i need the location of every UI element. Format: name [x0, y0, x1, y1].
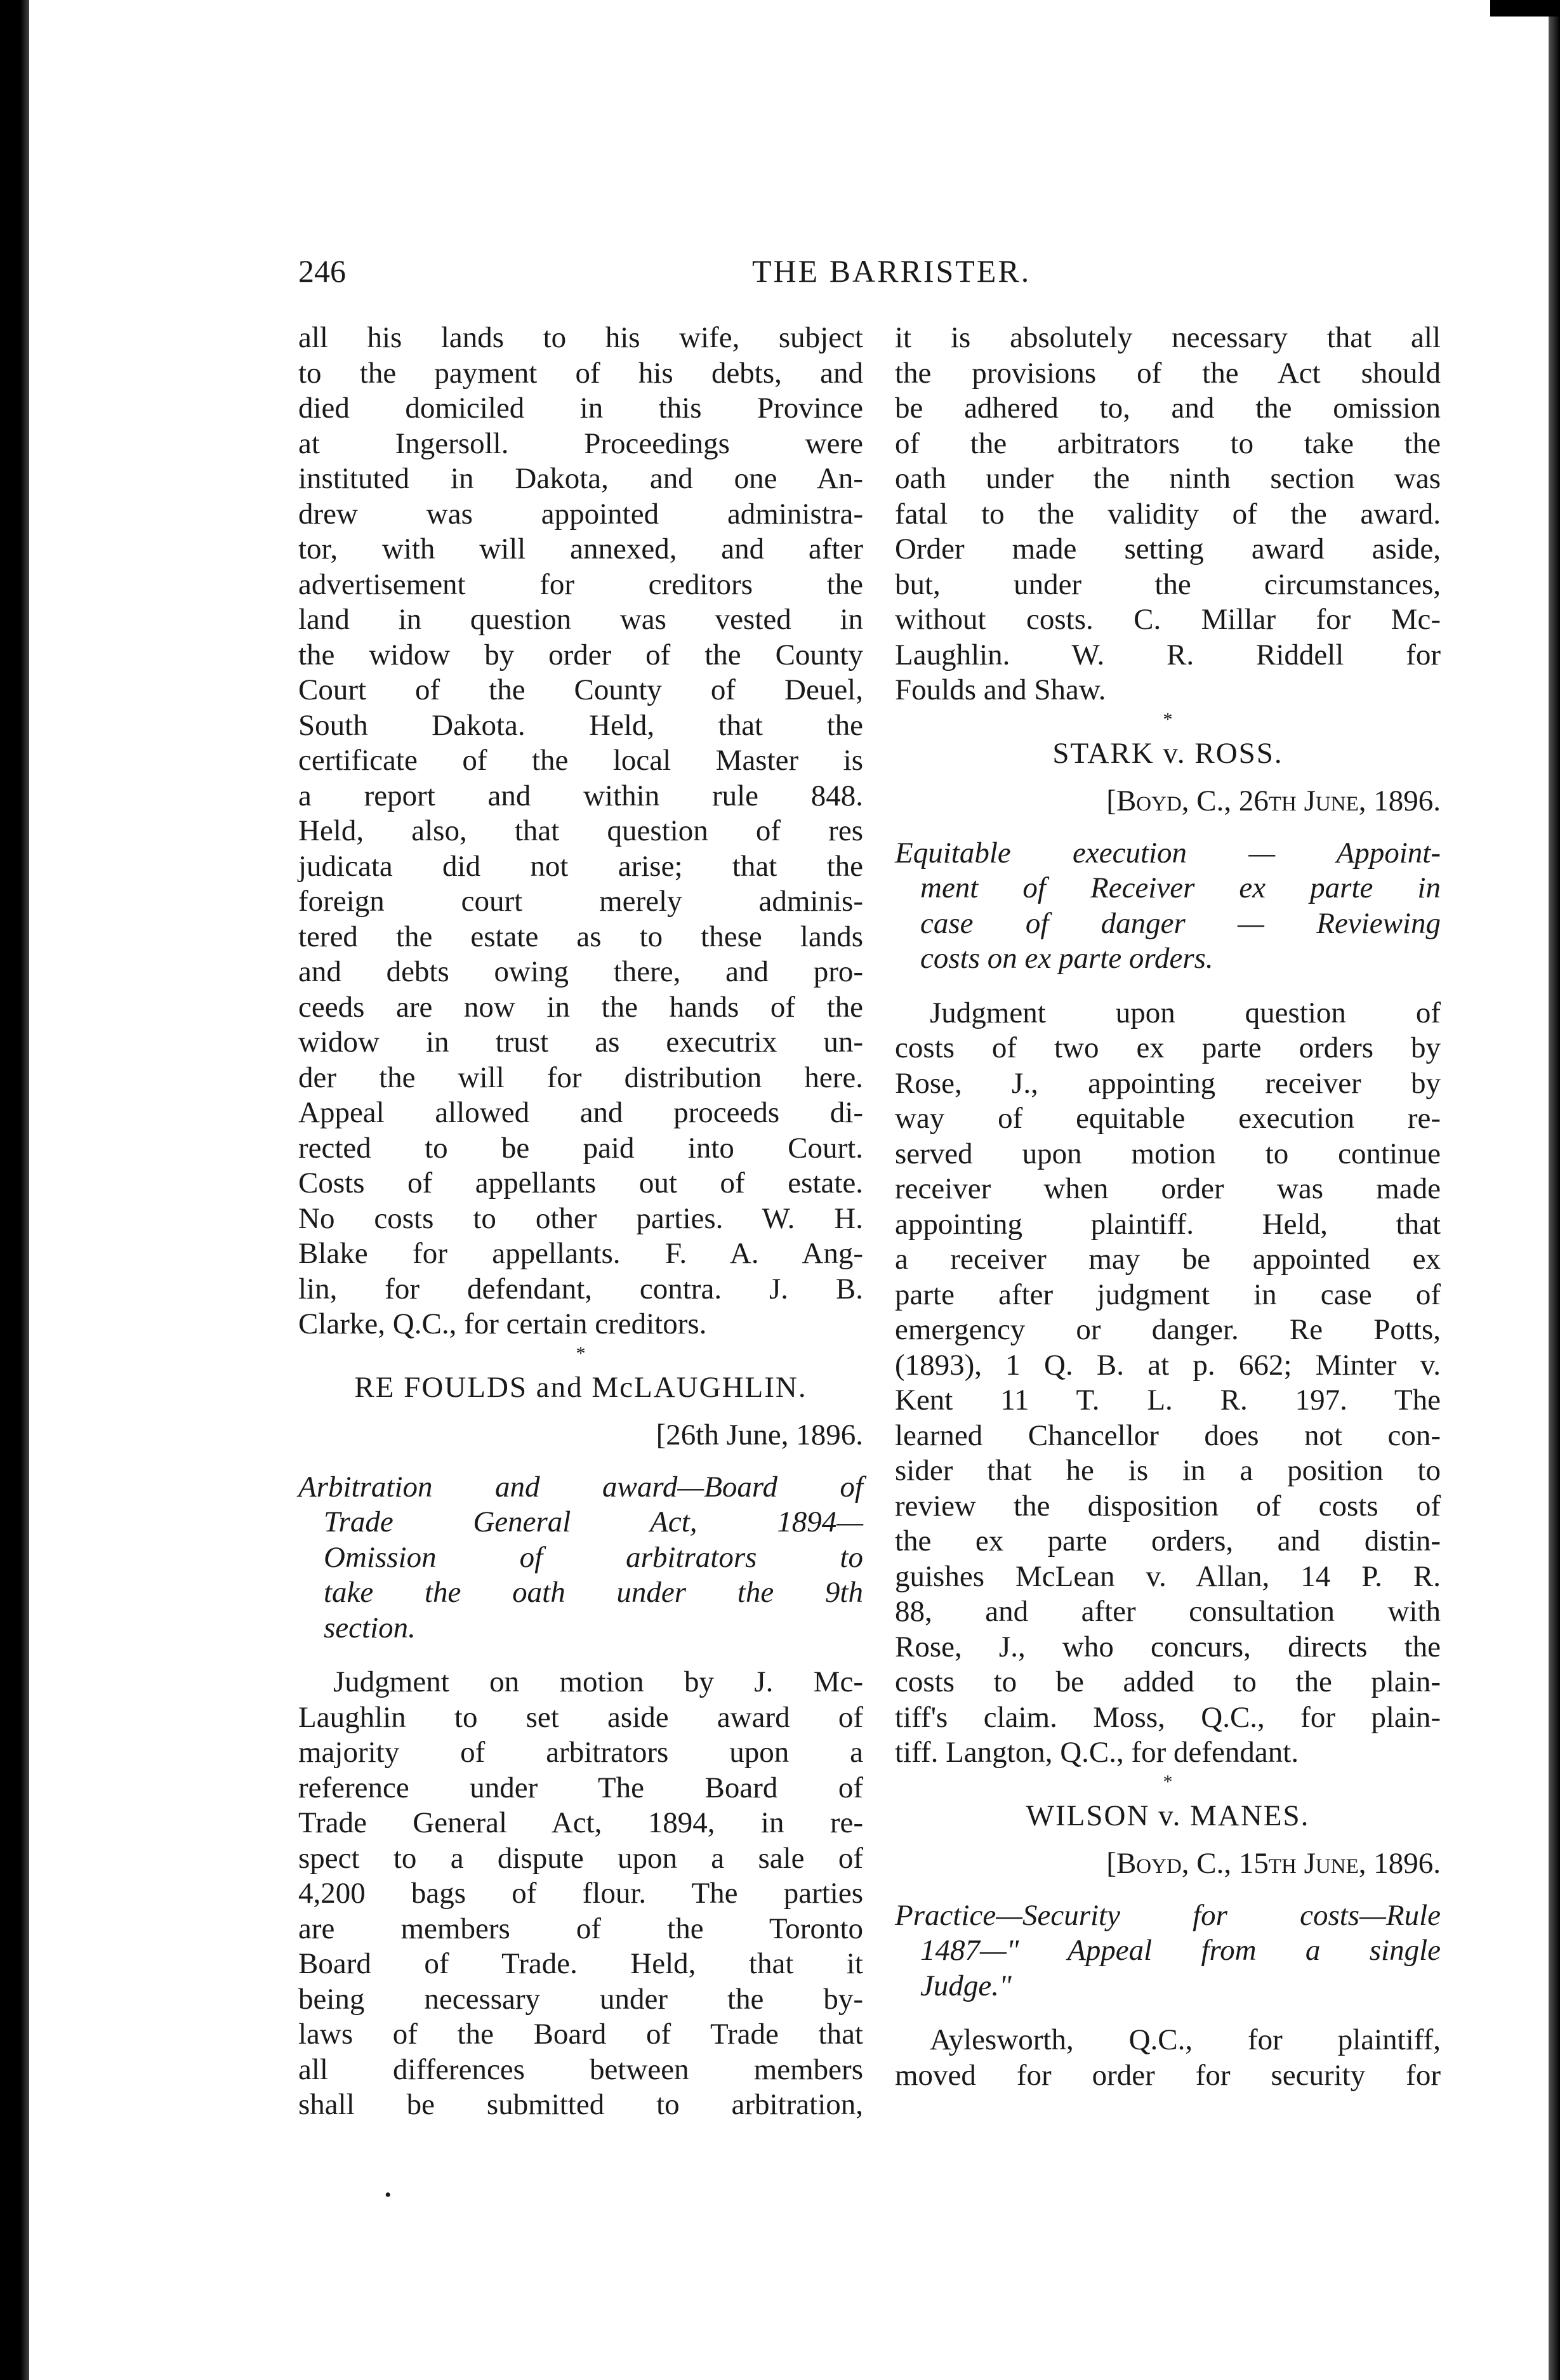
text-line: being necessary under the by-	[298, 1982, 863, 2016]
headnote-line: Trade General Act, 1894—	[324, 1505, 863, 1538]
text-line: certificate of the local Master is	[298, 744, 863, 777]
text-line: Laughlin. W. R. Riddell for	[895, 638, 1441, 671]
headnote-line: ment of Receiver ex parte in	[920, 871, 1441, 904]
case-separator: *	[1163, 1771, 1173, 1792]
text-line: the widow by order of the County	[298, 638, 863, 671]
text-line: Court of the County of Deuel,	[298, 673, 863, 706]
footer-mark: •	[385, 2185, 392, 2205]
text-line: instituted in Dakota, and one An-	[298, 462, 863, 495]
case1-continued-text	[298, 321, 863, 1342]
headnote-stark-ross	[895, 836, 1441, 977]
headnote-line: Practice—Security for costs—Rule	[895, 1898, 1441, 1932]
page-header	[298, 253, 1441, 310]
text-line: laws of the Board of Trade that	[298, 2018, 863, 2051]
headnote-line: Judge."	[920, 1969, 1012, 2002]
judgment-text-wilson-manes	[895, 2023, 1441, 2093]
text-line: learned Chancellor does not con-	[895, 1418, 1441, 1452]
text-line: to the payment of his debts, and	[298, 356, 863, 390]
headnote-line: costs on ex parte orders.	[920, 942, 1213, 975]
case-date-stark-ross: [Boyd, C., 26th June, 1896.	[1106, 784, 1441, 817]
headnote-wilson-manes	[895, 1898, 1441, 2004]
right-column	[895, 321, 1441, 2093]
text-line: moved for order for security for	[895, 2058, 1441, 2092]
case-title-foulds-mclaughlin: RE FOULDS and McLAUGHLIN.	[354, 1370, 807, 1404]
headnote-line: Omission of arbitrators to	[324, 1540, 863, 1574]
headnote-line: Equitable execution — Appoint-	[895, 836, 1441, 869]
case-separator: *	[576, 1342, 586, 1364]
text-line: Aylesworth, Q.C., for plaintiff,	[930, 2023, 1441, 2056]
case2-continued-text	[895, 321, 1441, 708]
text-line: Rose, J., appointing receiver by	[895, 1066, 1441, 1100]
text-line: parte after judgment in case of	[895, 1278, 1441, 1311]
text-line: emergency or danger. Re Potts,	[895, 1313, 1441, 1346]
case-separator: *	[1163, 708, 1173, 730]
scan-border-left	[0, 0, 29, 2380]
text-line: the provisions of the Act should	[895, 356, 1441, 390]
text-line: way of equitable execution re-	[895, 1102, 1441, 1135]
text-line: advertisement for creditors the	[298, 567, 863, 601]
case-date-wilson-manes: [Boyd, C., 15th June, 1896.	[1106, 1847, 1441, 1880]
text-line: tor, with will annexed, and after	[298, 532, 863, 565]
case-title-stark-ross: STARK v. ROSS.	[1052, 736, 1283, 770]
text-line: Trade General Act, 1894, in re-	[298, 1806, 863, 1839]
page-number: 246	[298, 253, 346, 289]
text-line: tered the estate as to these lands	[298, 920, 863, 953]
text-line: foreign court merely adminis-	[298, 885, 863, 918]
text-line: Kent 11 T. L. R. 197. The	[895, 1384, 1441, 1417]
text-line: Laughlin to set aside award of	[298, 1700, 863, 1734]
text-line: oath under the ninth section was	[895, 462, 1441, 495]
text-line: (1893), 1 Q. B. at p. 662; Minter v.	[895, 1348, 1441, 1382]
text-line: review the disposition of costs of	[895, 1489, 1441, 1523]
spacer	[895, 2004, 1441, 2023]
text-line: der the will for distribution here.	[298, 1061, 863, 1094]
scan-corner-top-right	[1490, 0, 1560, 17]
text-line: appointing plaintiff. Held, that	[895, 1207, 1441, 1241]
text-line: are members of the Toronto	[298, 1912, 863, 1945]
text-line: it is absolutely necessary that all	[895, 321, 1441, 354]
left-column	[298, 321, 863, 2123]
judgment-text-foulds-mclaughlin	[298, 1665, 863, 2123]
headnote-line: Arbitration and award—Board of	[298, 1470, 863, 1504]
text-line: sider that he is in a position to	[895, 1454, 1441, 1487]
headnote-line: take the oath under the 9th	[324, 1576, 863, 1609]
text-line: Judgment upon question of	[930, 996, 1441, 1029]
text-line: receiver when order was made	[895, 1172, 1441, 1205]
text-line: Rose, J., who concurs, directs the	[895, 1630, 1441, 1663]
scan-border-right	[1549, 0, 1560, 2380]
text-line: lin, for defendant, contra. J. B.	[298, 1272, 863, 1306]
text-line: the ex parte orders, and distin-	[895, 1524, 1441, 1557]
text-line: at Ingersoll. Proceedings were	[298, 426, 863, 460]
headnote-line: case of danger — Reviewing	[920, 906, 1441, 940]
text-line: South Dakota. Held, that the	[298, 708, 863, 742]
text-line: tiff's claim. Moss, Q.C., for plain-	[895, 1700, 1441, 1734]
text-line: Appeal allowed and proceeds di-	[298, 1096, 863, 1129]
text-line: all differences between members	[298, 2053, 863, 2086]
text-line: died domiciled in this Province	[298, 392, 863, 425]
text-line: tiff. Langton, Q.C., for defendant.	[895, 1736, 1299, 1769]
text-line: widow in trust as executrix un-	[298, 1026, 863, 1059]
text-line: but, under the circumstances,	[895, 567, 1441, 601]
text-line: rected to be paid into Court.	[298, 1131, 863, 1165]
spacer	[298, 1646, 863, 1665]
text-line: costs of two ex parte orders by	[895, 1031, 1441, 1064]
text-line: spect to a dispute upon a sale of	[298, 1841, 863, 1875]
running-title: THE BARRISTER.	[752, 253, 1031, 289]
text-line: Blake for appellants. F. A. Ang-	[298, 1237, 863, 1270]
text-line: Foulds and Shaw.	[895, 673, 1106, 706]
text-line: reference under The Board of	[298, 1771, 863, 1804]
text-line: Held, also, that question of res	[298, 814, 863, 847]
text-line: ceeds are now in the hands of the	[298, 990, 863, 1024]
case-title-wilson-manes: WILSON v. MANES.	[1026, 1799, 1310, 1832]
headnote-line: section.	[324, 1611, 416, 1644]
judgment-text-stark-ross	[895, 996, 1441, 1771]
text-line: and debts owing there, and pro-	[298, 955, 863, 988]
case-date-foulds-mclaughlin: [26th June, 1896.	[656, 1418, 863, 1451]
text-line: majority of arbitrators upon a	[298, 1736, 863, 1769]
text-line: all his lands to his wife, subject	[298, 321, 863, 354]
text-line: Order made setting award aside,	[895, 532, 1441, 565]
text-line: 4,200 bags of flour. The parties	[298, 1877, 863, 1910]
text-line: land in question was vested in	[298, 603, 863, 636]
text-line: of the arbitrators to take the	[895, 426, 1441, 460]
text-line: a report and within rule 848.	[298, 779, 863, 812]
headnote-line: 1487—" Appeal from a single	[920, 1934, 1441, 1967]
text-line: Judgment on motion by J. Mc-	[333, 1665, 863, 1698]
text-line: without costs. C. Millar for Mc-	[895, 603, 1441, 636]
text-line: 88, and after consultation with	[895, 1595, 1441, 1628]
spacer	[895, 977, 1441, 996]
text-line: judicata did not arise; that the	[298, 849, 863, 883]
text-line: Board of Trade. Held, that it	[298, 1947, 863, 1980]
text-line: a receiver may be appointed ex	[895, 1243, 1441, 1276]
text-line: fatal to the validity of the award.	[895, 497, 1441, 531]
text-line: costs to be added to the plain-	[895, 1665, 1441, 1698]
text-line: Clarke, Q.C., for certain creditors.	[298, 1307, 707, 1340]
text-line: served upon motion to continue	[895, 1137, 1441, 1170]
text-line: be adhered to, and the omission	[895, 392, 1441, 425]
text-line: No costs to other parties. W. H.	[298, 1201, 863, 1235]
text-line: drew was appointed administra-	[298, 497, 863, 531]
text-line: Costs of appellants out of estate.	[298, 1167, 863, 1200]
headnote-foulds-mclaughlin	[298, 1470, 863, 1646]
text-line: guishes McLean v. Allan, 14 P. R.	[895, 1559, 1441, 1593]
text-line: shall be submitted to arbitration,	[298, 2088, 863, 2121]
